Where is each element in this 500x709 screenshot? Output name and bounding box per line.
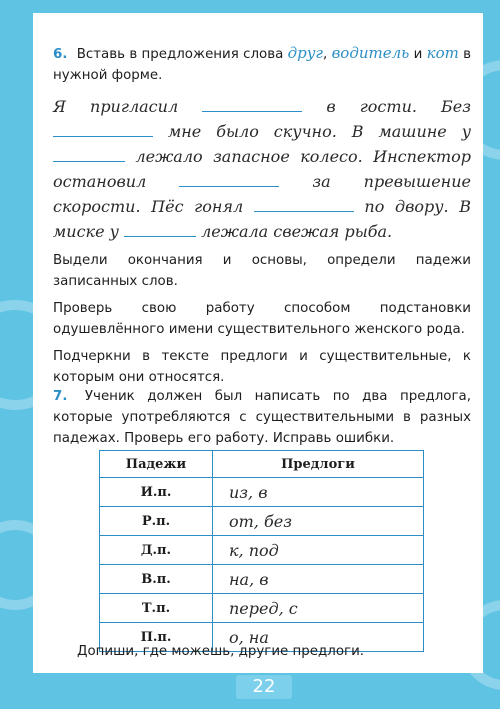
task-6-paragraph-3: Подчеркни в тексте предлоги и существительные, к которым они относятся. (53, 349, 471, 385)
preposition-cell[interactable]: из, в (213, 478, 424, 507)
task-6 (53, 43, 471, 388)
preposition-cell[interactable]: к, под (213, 536, 424, 565)
case-cell: Д.п. (100, 536, 213, 565)
table-row (100, 478, 424, 507)
preposition-cell[interactable]: на, в (213, 565, 424, 594)
case-cell: И.п. (100, 478, 213, 507)
task-6-number: 6. (53, 47, 68, 62)
task-7-number: 7. (53, 389, 68, 404)
preposition-cell[interactable]: от, без (213, 507, 424, 536)
word-kot: кот (426, 44, 459, 62)
blank-line[interactable] (202, 95, 302, 112)
case-cell: П.п. (100, 623, 213, 652)
task-7-footer: Допиши, где можешь, другие предлоги. (77, 644, 365, 659)
task-6-instruction: 6. Вставь в предложения слова друг, водитель и кот в нужной форме. (53, 44, 472, 83)
workbook-page (33, 13, 483, 673)
case-cell: В.п. (100, 565, 213, 594)
case-cell: Т.п. (100, 594, 213, 623)
task-7-instruction: 7. Ученик должен был написать по два предлога, которые употребляются с существительными в разных падежах. Проверь его работу. Исправь ошибки. (53, 389, 471, 446)
word-voditel: водитель (331, 44, 410, 62)
table-row (100, 507, 424, 536)
prepositions-table (99, 450, 424, 652)
table-row (100, 594, 424, 623)
handwritten-text: Я пригласил в гости. Без мне было скучно. В машине у лежало запасное колесо. Инспектор остановил за превышение скорости. Пёс гонял по двору. В миске у лежала свежая рыба. (53, 97, 472, 241)
case-cell: Р.п. (100, 507, 213, 536)
preposition-cell[interactable]: о, на (213, 623, 424, 652)
task-6-paragraph-1: Выдели окончания и основы, определи падежи записанных слов. (53, 253, 471, 289)
task-6-paragraph-2: Проверь свою работу способом подстановки одушевлённого имени существительного женского рода. (53, 301, 471, 337)
blank-line[interactable] (254, 195, 354, 212)
table-header-cases: Падежи (100, 451, 213, 478)
blank-line[interactable] (124, 220, 196, 237)
blank-line[interactable] (179, 170, 279, 187)
table-header-prepositions: Предлоги (213, 451, 424, 478)
task-7 (53, 386, 471, 449)
table-row (100, 565, 424, 594)
blank-line[interactable] (53, 145, 125, 162)
table-row (100, 536, 424, 565)
word-drug: друг (287, 44, 324, 62)
preposition-cell[interactable]: перед, с (213, 594, 424, 623)
blank-line[interactable] (53, 120, 153, 137)
page-number: 22 (236, 675, 292, 699)
table-header-row (100, 451, 424, 478)
